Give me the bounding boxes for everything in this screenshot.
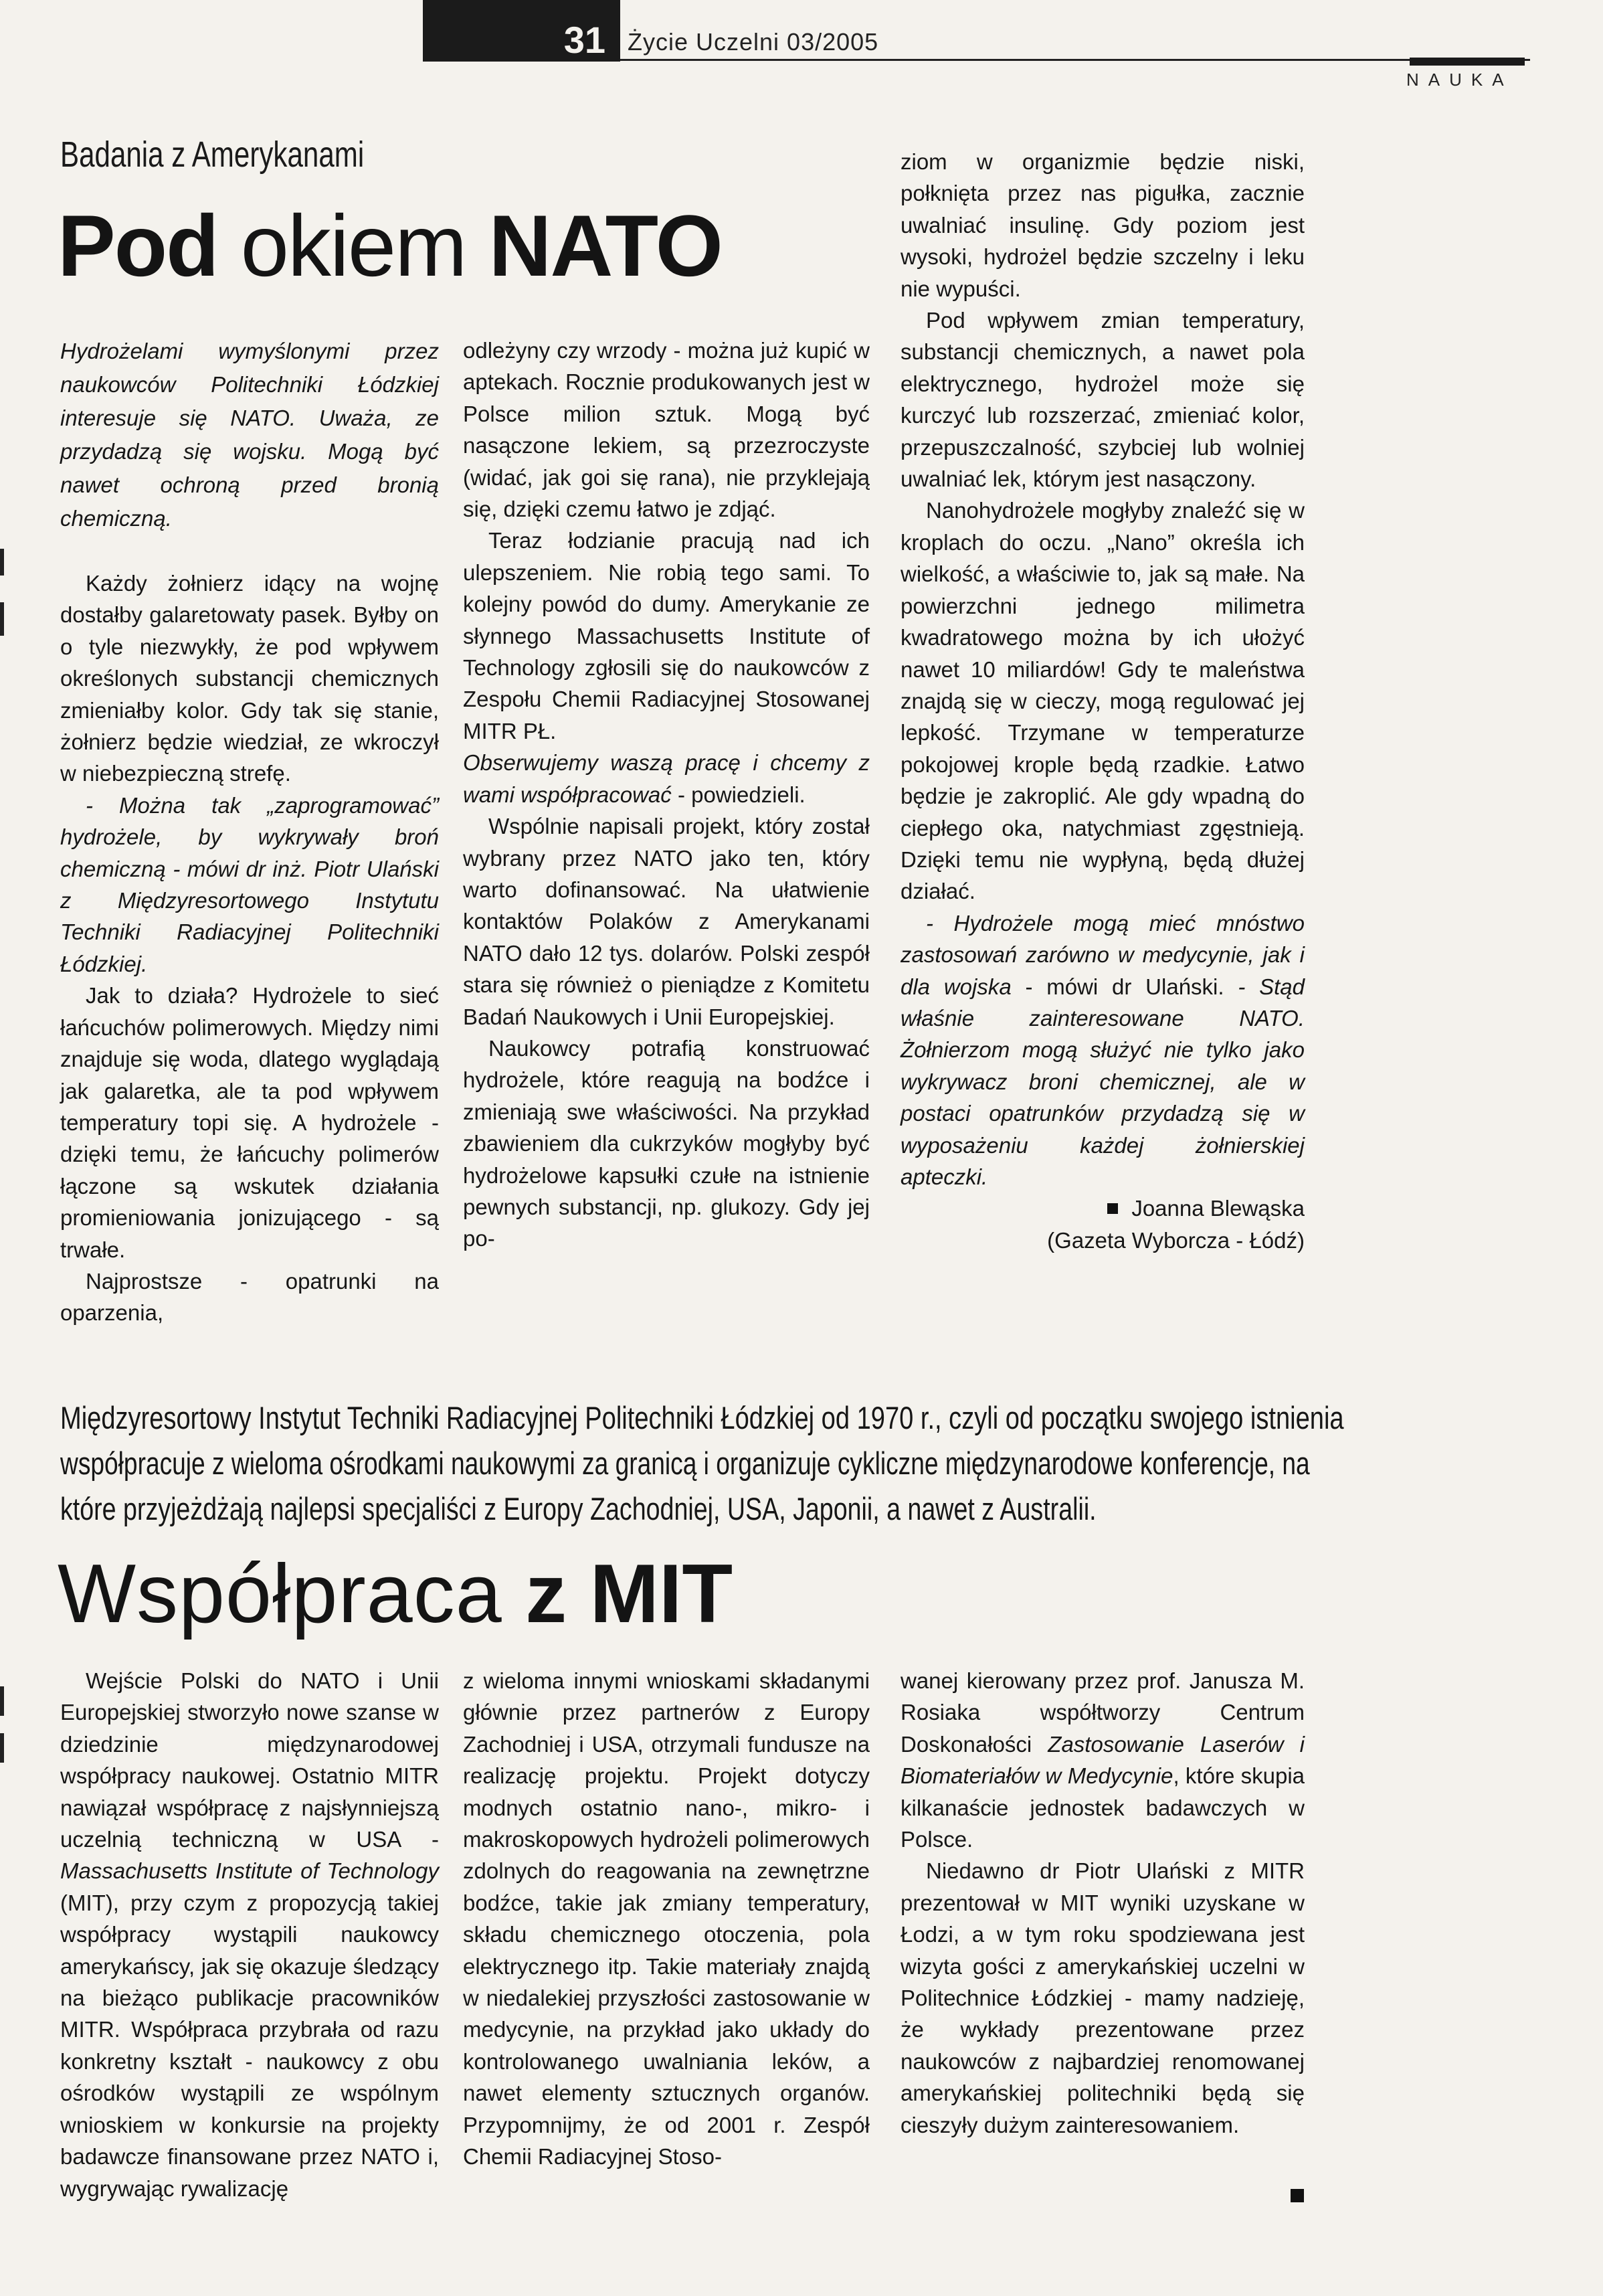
title-word: NATO	[488, 197, 722, 294]
title-word: okiem	[240, 197, 466, 294]
article-title	[58, 1547, 733, 1641]
margin-mark	[0, 549, 4, 576]
author-line	[901, 1193, 1305, 1224]
end-square-icon	[1291, 2189, 1304, 2202]
paragraph: Nanohydrożele mogłyby znaleźć się w kroplach do oczu. „Nano” określa ich wielkość, a właściwie to, jak są małe. Na powierzchni jednego milimetra kwadratowego można by ich ułożyć nawet 10 miliardów! Gdy te maleństwa znajdą się w cieczy, mogą regulować jej lepkość. Trzymane w temperaturze pokojowej krople będą rzadkie. Łatwo będzie je zakroplić. Ale gdy wpadną do ciepłego oka, natychmiast zgęstnieją. Dzięki temu nie wypłyną, będą dłużej działać.	[901, 498, 1305, 904]
article-column-2	[463, 335, 870, 1255]
title-word: Współpraca	[58, 1548, 502, 1640]
article-title	[58, 195, 722, 296]
paragraph: wanej kierowany przez prof. Janusza M. Rosiaka współtworzy Centrum Doskonałości Zastosowanie Laserów i Biomateriałów w Medycynie, które skupia kilkanaście jednostek badawczych w Polsce.	[901, 1668, 1305, 1852]
paragraph: z wieloma innymi wnioskami składanymi głównie przez partnerów z Europy Zachodniej i USA, otrzymali fundusze na realizację projektu. Projekt dotyczy modnych ostatnio nano-, mikro- i makroskopowych hydrożeli polimerowych zdolnych do reagowania na zewnętrzne bodźce, takie jak zmiany temperatury, składu chemicznego otoczenia, pola elektrycznego itp. Takie materiały znajdą w niedalekiej przyszłości zastosowanie w medycynie, na przykład jako układy do kontrolowanego uwalniania leków, a nawet elementy sztucznych organów. Przypomnijmy, że od 2001 r. Zespół Chemii Radiacyjnej Stoso-	[463, 1668, 870, 2170]
note-line: Międzyresortowy Instytut Techniki Radiacyjnej Politechniki Łódzkiej od 1970 r., czyli od początku swojego istnienia	[60, 1400, 1344, 1435]
institution-name: Massachusetts Institute of Technology	[60, 1858, 439, 1884]
institute-note	[60, 1395, 1344, 1532]
quote-paragraph: - Hydrożele mogą mieć mnóstwo zastosowań zarówno w medycynie, jak i dla wojska - mówi dr Ulański. - Stąd właśnie zainteresowane NATO. Żołnierzom mogą służyć nie tylko jako wykrywacz broni chemicznej, ale w postaci opatrunków przydadzą się w wyposażeniu każdej żołnierskiej apteczki.	[901, 910, 1305, 1189]
article-kicker: Badania z Amerykanami	[60, 135, 365, 175]
article-lead: Hydrożelami wymyślonymi przez naukowców Politechniki Łódzkiej interesuje się NATO. Uważa, ze przydadzą się wojsku. Mogą być nawet ochroną przed bronią chemiczną.	[60, 339, 439, 531]
paragraph: Naukowcy potrafią konstruować hydrożele, które reagują na bodźce i zmieniają swe właściwości. Na przykład zbawieniem dla cukrzyków mogłyby być hydrożelowe kapsułki czułe na istnienie pewnych substancji, np. glukozy. Gdy jej po-	[463, 1035, 870, 1251]
centre-name: Zastosowanie Laserów i Biomateriałów w Medycynie	[901, 1731, 1305, 1789]
quote-text: Obserwujemy waszą pracę i chcemy z wami współpracować	[463, 750, 870, 807]
margin-mark	[0, 1733, 4, 1763]
end-square-icon	[1107, 1203, 1118, 1214]
quote-text: - Stąd właśnie zainteresowane NATO. Żołnierzom mogą służyć nie tylko jako wykrywacz broni chemicznej, ale w postaci opatrunków przydadzą się w wyposażeniu każdej żołnierskiej apteczki.	[901, 974, 1305, 1189]
title-word: Pod	[58, 197, 218, 294]
note-line: które przyjeżdżają najlepsi specjaliści z Europy Zachodniej, USA, Japonii, a nawet z Australii.	[60, 1491, 1097, 1526]
margin-mark	[0, 602, 4, 636]
paragraph: Wspólnie napisali projekt, który został wybrany przez NATO jako ten, który warto dofinansować. Na ułatwienie kontaktów Polaków z Amerykanami NATO dało 12 tys. dolarów. Polski zespół stara się również o pieniądze z Komitetu Badań Naukowych i Unii Europejskiej.	[463, 814, 870, 1029]
paragraph: Wejście Polski do NATO i Unii Europejskiej stworzyło nowe szanse w dziedzinie międzynarodowej współpracy naukowej. Ostatnio MITR nawiązał współpracę z najsłynniejszą uczelnią techniczną w USA - Massachusetts Institute of Technology (MIT), przy czym z propozycją takiej współpracy wystąpili naukowcy amerykańscy, jak się okazuje śledzący na bieżąco publikacje pracowników MITR. Współpraca przybrała od razu konkretny kształt - naukowcy z obu ośrodków wystąpili ze wspólnym wnioskiem w konkursie na projekty badawcze finansowane przez NATO i, wygrywając rywalizację	[60, 1668, 439, 2201]
quote-text: - Hydrożele mogą mieć mnóstwo zastosowań zarówno w medycynie, jak i dla wojska	[901, 910, 1305, 999]
paragraph: odleżyny czy wrzody - można już kupić w aptekach. Rocznie produkowanych jest w Polsce milion sztuk. Mogą być nasączone lekiem, są przezroczyste (widać, jak goi się rana), nie przyklejają się, dzięki czemu łatwo je zdjąć.	[463, 338, 870, 522]
paragraph: Każdy żołnierz idący na wojnę dostałby galaretowaty pasek. Byłby on o tyle niezwykły, że pod wpływem określonych substancji chemicznych zmieniałby kolor. Gdy tak się stanie, żołnierz będzie wiedział, ze wkroczył w niebezpieczną strefę.	[60, 571, 439, 786]
article-column-1	[60, 335, 439, 1329]
article-column-2	[463, 1665, 870, 2173]
quote-paragraph: Obserwujemy waszą pracę i chcemy z wami współpracować - powiedzieli.	[463, 750, 870, 807]
paragraph: Najprostsze - opatrunki na oparzenia,	[60, 1268, 439, 1326]
paragraph: Jak to działa? Hydrożele to sieć łańcuchów polimerowych. Między nimi znajduje się woda, dlatego wyglądają jak galaretka, ale ta pod wpływem temperatury topi się. A hydrożele - dzięki temu, że łańcuchy polimerów łączone są wskutek działania promieniowania jonizującego - są trwałe.	[60, 983, 439, 1262]
section-name: NAUKA	[1406, 70, 1513, 90]
paragraph: Pod wpływem zmian temperatury, substancji chemicznych, a nawet pola elektrycznego, hydrożel może się kurczyć lub rozszerzać, zmieniać kolor, przepuszczalność, szybciej lub wolniej uwalniać lek, którym jest nasączony.	[901, 308, 1305, 492]
title-word: z MIT	[525, 1548, 733, 1640]
paragraph: Teraz łodzianie pracują nad ich ulepszeniem. Nie robią tego sami. To kolejny powód do dumy. Amerykanie ze słynnego Massachusetts Institute of Technology zgłosili się do naukowców z Zespołu Chemii Radiacyjnej Stosowanej MITR PŁ.	[463, 528, 870, 743]
article-column-1	[60, 1665, 439, 2204]
paragraph: Niedawno dr Piotr Ulański z MITR prezentował w MIT wyniki uzyskane w Łodzi, a w tym roku spodziewana jest wizyta gości z amerykańskiej uczelni w Politechnice Łódzkiej - mamy nadzieję, że wykłady prezentowane przez naukowców z najbardziej renomowanej amerykańskiej politechniki będą się cieszyły dużym zainteresowaniem.	[901, 1858, 1305, 2137]
article-column-3	[901, 1665, 1305, 2141]
margin-mark	[0, 1686, 4, 1716]
section-bar	[1410, 58, 1525, 66]
quote-paragraph: - Można tak „zaprogramować” hydrożele, by wykrywały broń chemiczną - mówi dr inż. Piotr Ulański z Międzyresortowego Instytutu Techniki Radiacyjnej Politechniki Łódzkiej.	[60, 792, 439, 976]
author-name: Joanna Blewąska	[1131, 1196, 1305, 1221]
source-line: (Gazeta Wyborcza - Łódź)	[1047, 1227, 1305, 1253]
magazine-title: Życie Uczelni 03/2005	[628, 28, 879, 56]
paragraph: ziom w organizmie będzie niski, połknięta przez nas pigułka, zacznie uwalniać insulinę. Gdy poziom jest wysoki, hydrożel będzie szczelny i leku nie wypuści.	[901, 149, 1305, 301]
note-line: współpracuje z wieloma ośrodkami naukowymi za granicą i organizuje cykliczne międzynarodowe konferencje, na	[60, 1445, 1310, 1481]
page-number: 31	[563, 19, 605, 61]
article-column-3	[901, 146, 1305, 1256]
header-rule	[620, 59, 1530, 61]
